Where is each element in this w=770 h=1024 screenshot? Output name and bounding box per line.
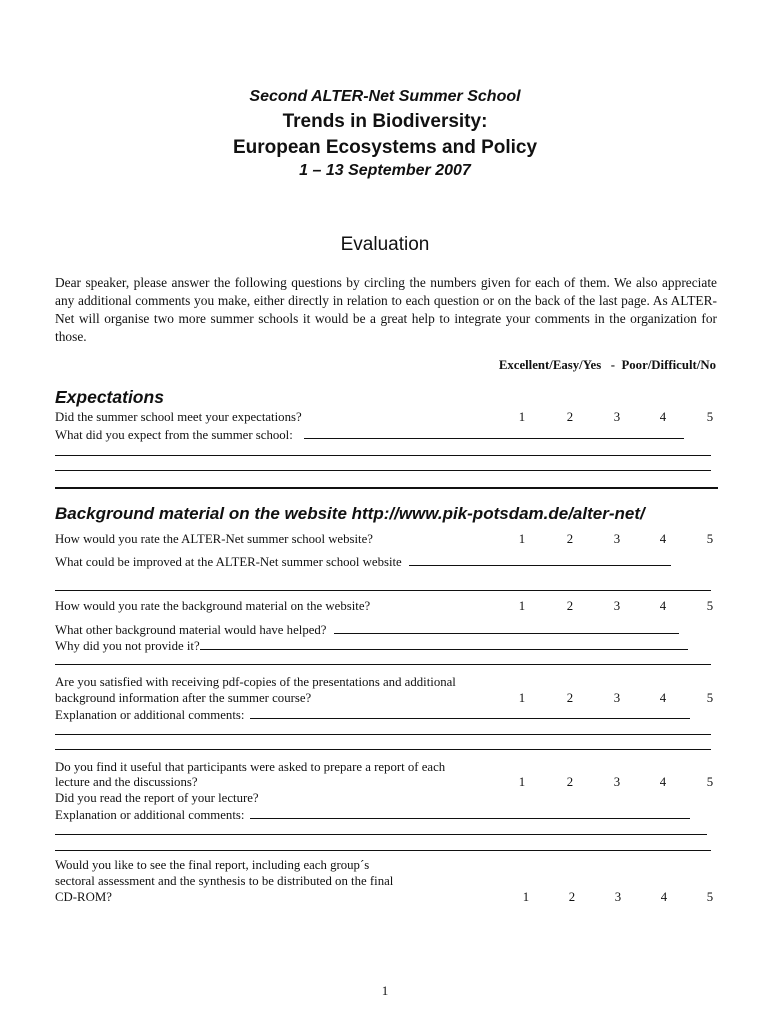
q-other-material: [55, 622, 679, 638]
rating-3[interactable]: 3: [613, 775, 621, 789]
rating-3[interactable]: 3: [614, 890, 622, 904]
rating-5[interactable]: 5: [706, 691, 714, 705]
evaluation-heading: Evaluation: [340, 234, 430, 255]
q-why-not: [55, 638, 688, 654]
rating-1[interactable]: 1: [518, 532, 526, 546]
q-rate-website: How would you rate the ALTER-Net summer school website?: [55, 532, 373, 546]
q-read-report: Did you read the report of your lecture?: [55, 791, 259, 805]
rating-5[interactable]: 5: [706, 410, 714, 424]
explain-report-label: Explanation or additional comments:: [55, 808, 245, 822]
rating-2[interactable]: 2: [566, 532, 574, 546]
q-expect-what-label: What did you expect from the summer school:: [55, 428, 293, 442]
rating-3[interactable]: 3: [613, 410, 621, 424]
website-heading: Background material on the website http://www.pik-potsdam.de/alter-net/: [55, 504, 645, 523]
rating-1[interactable]: 1: [518, 775, 526, 789]
rating-1[interactable]: 1: [522, 890, 530, 904]
q-final-line1: Would you like to see the final report, including each group´s: [55, 858, 370, 872]
answer-line[interactable]: [409, 554, 671, 566]
answer-line[interactable]: [55, 590, 711, 591]
rating-1[interactable]: 1: [518, 410, 526, 424]
rating-5[interactable]: 5: [706, 890, 714, 904]
q-expect-what: [55, 427, 684, 443]
expectations-heading: Expectations: [55, 387, 164, 407]
rating-4[interactable]: 4: [659, 691, 667, 705]
scale-label: Excellent/Easy/Yes - Poor/Difficult/No: [498, 358, 716, 372]
q-pdf-line1: Are you satisfied with receiving pdf-copies of the presentations and additional: [55, 675, 456, 689]
rating-4[interactable]: 4: [660, 890, 668, 904]
answer-line[interactable]: [55, 850, 711, 851]
rating-3[interactable]: 3: [613, 599, 621, 613]
title-line-2: European Ecosystems and Policy: [232, 137, 538, 158]
rating-5[interactable]: 5: [706, 532, 714, 546]
rating-4[interactable]: 4: [659, 410, 667, 424]
q-report-line2: lecture and the discussions?: [55, 775, 198, 789]
rating-2[interactable]: 2: [566, 775, 574, 789]
answer-line[interactable]: [55, 664, 711, 665]
dates: 1 – 13 September 2007: [299, 162, 471, 179]
rating-2[interactable]: 2: [566, 599, 574, 613]
rating-1[interactable]: 1: [518, 691, 526, 705]
rating-5[interactable]: 5: [706, 775, 714, 789]
page-number: 1: [381, 983, 389, 998]
q-other-material-label: What other background material would have helped?: [55, 623, 327, 637]
q-report-line1: Do you find it useful that participants were asked to prepare a report of each: [55, 760, 446, 774]
title-line-1: Trends in Biodiversity:: [282, 111, 488, 132]
answer-line[interactable]: [55, 749, 711, 750]
rating-3[interactable]: 3: [613, 691, 621, 705]
rating-4[interactable]: 4: [659, 775, 667, 789]
q-improve-website: [55, 554, 671, 570]
explain-pdf: [55, 707, 690, 723]
q-final-line3: CD-ROM?: [55, 890, 112, 904]
answer-line[interactable]: [55, 470, 711, 471]
q-rate-background: How would you rate the background material on the website?: [55, 599, 371, 613]
answer-line[interactable]: [200, 638, 688, 650]
answer-line[interactable]: [334, 622, 679, 634]
answer-line[interactable]: [55, 455, 711, 456]
rating-4[interactable]: 4: [659, 532, 667, 546]
rating-2[interactable]: 2: [566, 691, 574, 705]
answer-line[interactable]: [55, 834, 707, 835]
rating-2[interactable]: 2: [568, 890, 576, 904]
answer-line[interactable]: [250, 707, 690, 719]
intro-paragraph: Dear speaker, please answer the following questions by circling the numbers given for each of them. We also appreciate any additional comments you make, either directly in relation to each question or on the back of the last page. As ALTER-Net will organise two more summer schools it would be a great help to integrate your comments in the organization for those.: [55, 275, 717, 344]
q-improve-website-label: What could be improved at the ALTER-Net summer school website: [55, 555, 402, 569]
q-pdf-line2: background information after the summer course?: [55, 691, 312, 705]
answer-line[interactable]: [304, 427, 684, 439]
rating-1[interactable]: 1: [518, 599, 526, 613]
school-name: Second ALTER-Net Summer School: [249, 88, 521, 105]
rating-4[interactable]: 4: [659, 599, 667, 613]
rating-5[interactable]: 5: [706, 599, 714, 613]
answer-line[interactable]: [250, 807, 690, 819]
rating-2[interactable]: 2: [566, 410, 574, 424]
explain-pdf-label: Explanation or additional comments:: [55, 708, 245, 722]
explain-report: [55, 807, 690, 823]
rating-3[interactable]: 3: [613, 532, 621, 546]
q-expectations-met: Did the summer school meet your expectations?: [55, 410, 302, 424]
q-why-not-label: Why did you not provide it?: [55, 639, 200, 653]
section-divider: [55, 487, 718, 489]
answer-line[interactable]: [55, 734, 711, 735]
q-final-line2: sectoral assessment and the synthesis to be distributed on the final: [55, 874, 394, 888]
